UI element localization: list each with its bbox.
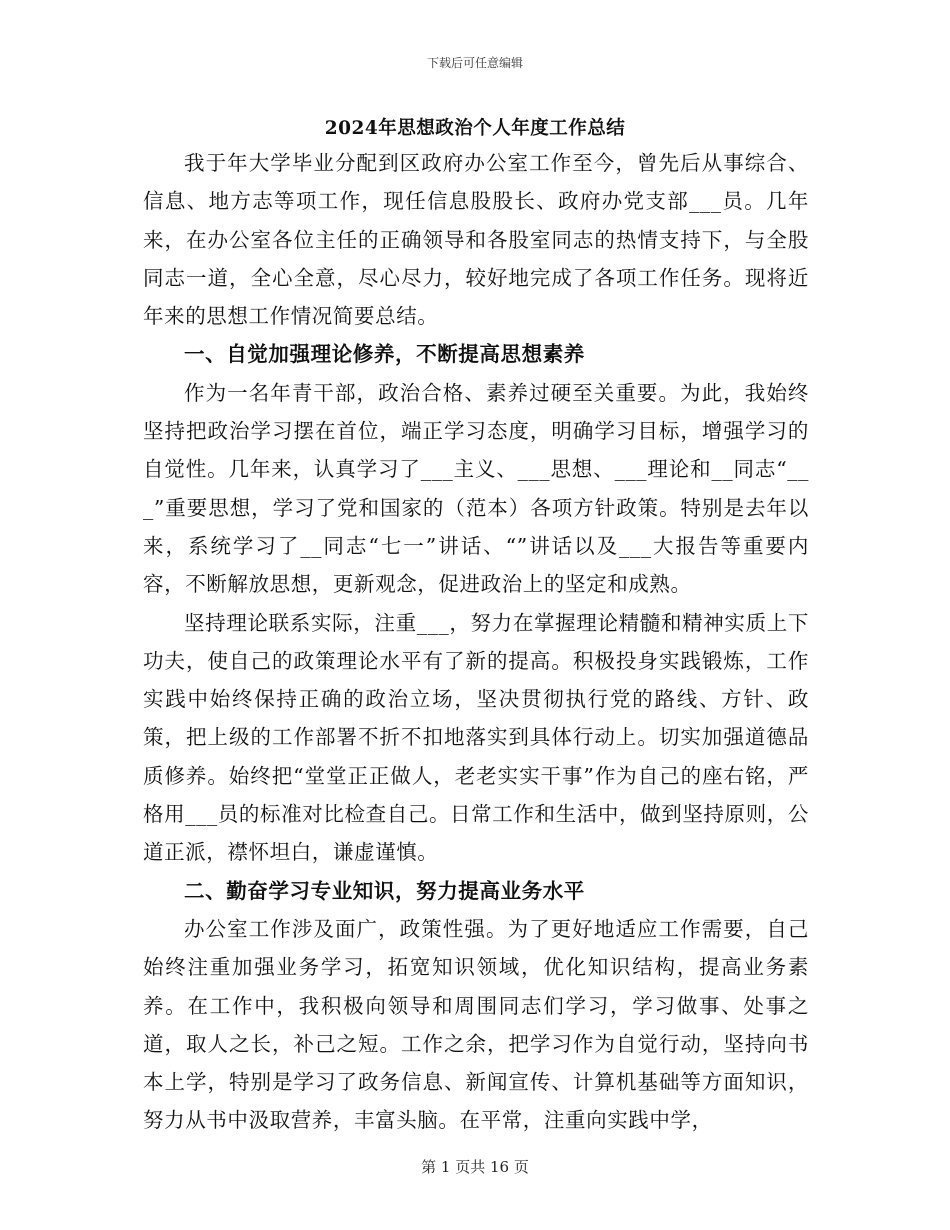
section-1-paragraph-1: 作为一名年青干部，政治合格、素养过硬至关重要。为此，我始终坚持把政治学习摆在首位，端正学习态度，明确学习目标，增强学习的自觉性。几年来，认真学习了___主义、___思想、___理论和__同志“___”重要思想，学习了党和国家的（范本）各项方针政策。特别是去年以来，系统学习了__同志“七一”讲话、“”讲话以及___大报告等重要内容，不断解放思想，更新观念，促进政治上的坚定和成熟。 (143, 380, 809, 597)
section-1-paragraph-2: 坚持理论联系实际，注重___，努力在掌握理论精髓和精神实质上下功夫，使自己的政策理论水平有了新的提高。积极投身实践锻炼，工作实践中始终保持正确的政治立场，坚决贯彻执行党的路线、方针、政策，把上级的工作部署不折不扣地落实到具体行动上。切实加强道德品质修养。始终把“堂堂正正做人，老老实实干事”作为自己的座右铭，严格用___员的标准对比检查自己。日常工作和生活中，做到坚持原则，公道正派，襟怀坦白，谦虚谨慎。 (143, 610, 809, 865)
section-1-heading: 一、自觉加强理论修养，不断提高思想素养 (184, 342, 585, 367)
document-body (143, 144, 809, 1140)
page-header: 下载后可任意编辑 (426, 56, 523, 70)
intro-paragraph: 我于年大学毕业分配到区政府办公室工作至今，曾先后从事综合、信息、地方志等项工作，现任信息股股长、政府办党支部___员。几年来，在办公室各位主任的正确领导和各股室同志的热情支持下，与全股同志一道，全心全意，尽心尽力，较好地完成了各项工作任务。现将近年来的思想工作情况简要总结。 (143, 151, 809, 329)
section-2-heading: 二、勤奋学习专业知识，努力提高业务水平 (184, 878, 585, 903)
document-title: 2024年思想政治个人年度工作总结 (324, 118, 626, 139)
page-footer: 第 1 页共 16 页 (421, 1158, 529, 1176)
section-2-paragraph-1: 办公室工作涉及面广，政策性强。为了更好地适应工作需要，自己始终注重加强业务学习，拓宽知识领域，优化知识结构，提高业务素养。在工作中，我积极向领导和周围同志们学习，学习做事、处事之道，取人之长，补己之短。工作之余，把学习作为自觉行动，坚持向书本上学，特别是学习了政务信息、新闻宣传、计算机基础等方面知识，努力从书中汲取营养，丰富头脑。在平常，注重向实践中学， (143, 916, 809, 1133)
